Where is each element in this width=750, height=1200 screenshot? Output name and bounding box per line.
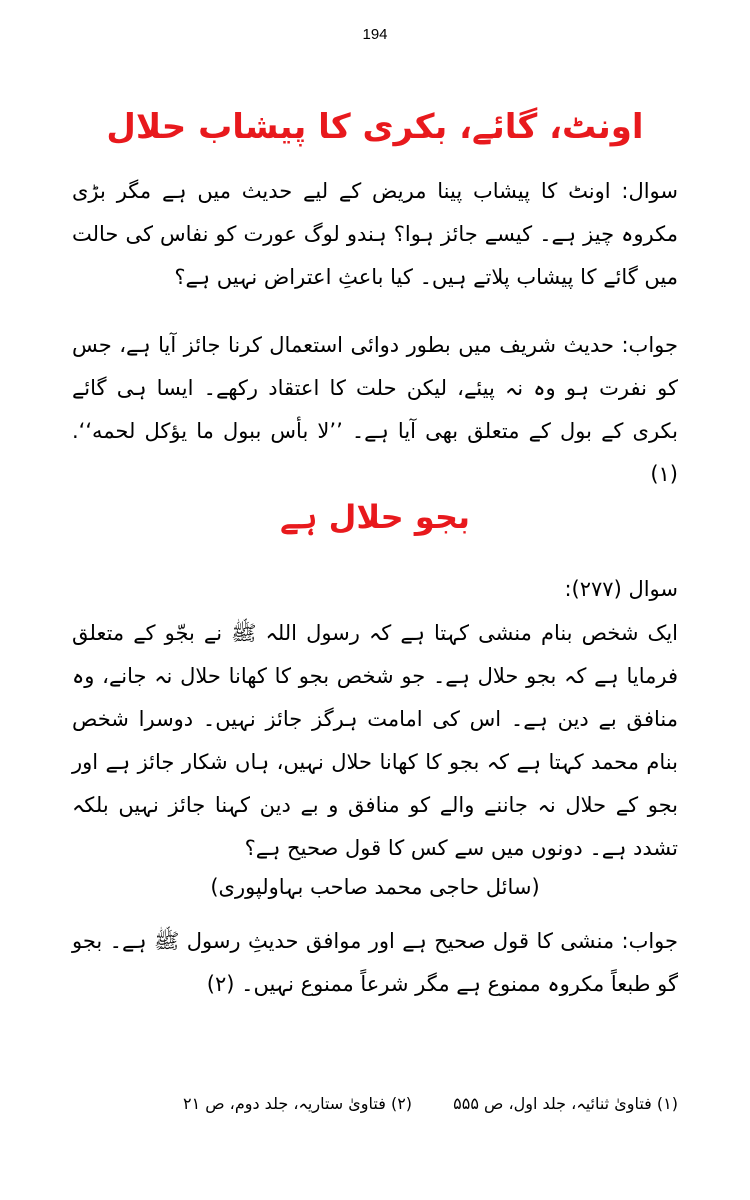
footnote-2: (۲) فتاویٰ ستاریہ، جلد دوم، ص ۲۱ (182, 1094, 413, 1113)
section-heading-camel-cow-goat: اونٹ، گائے، بکری کا پیشاب حلال (106, 107, 644, 147)
answer-paragraph-2: جواب: منشی کا قول صحیح ہے اور موافق حدیثِ رسول ﷺ ہے۔ بجو گو طبعاً مکروہ ممنوع ہے مگر شرعاً ممنوع نہیں۔ (۲) (72, 929, 678, 996)
answer-paragraph-1: جواب: حدیث شریف میں بطور دوائی استعمال کرنا جائز آیا ہے، جس کو نفرت ہو وہ نہ پیئے، لیکن حلت کا اعتقاد رکھے۔ ایسا ہی گائے بکری کے بول کے متعلق بھی آیا ہے۔ ’’لا بأس ببول ما يؤكل لحمه‘‘. (۱) (72, 333, 678, 486)
footnotes (72, 1094, 678, 1113)
question-paragraph-1: سوال: اونٹ کا پیشاب پینا مریض کے لیے حدیث میں ہے مگر بڑی مکروہ چیز ہے۔ کیسے جائز ہوا؟ ہندو لوگ عورت کو نفاس کی حالت میں گائے کا پیشاب پلاتے ہیں۔ کیا باعثِ اعتراض نہیں ہے؟ (72, 179, 678, 289)
page-number: 194 (362, 26, 388, 43)
asker-attribution: (سائل حاجی محمد صاحب بہاولپوری) (210, 875, 540, 899)
question-number-label: سوال (۲۷۷): (564, 577, 678, 601)
question-paragraph-2: ایک شخص بنام منشی کہتا ہے کہ رسول اللہ ﷺ نے بجّو کے متعلق فرمایا ہے کہ بجو حلال ہے۔ جو شخص بجو کا کھانا حلال نہ جانے، وہ منافق بے دین ہے۔ اس کی امامت ہرگز جائز نہیں۔ دوسرا شخص بنام محمد کہتا ہے کہ بجو کا کھانا حلال نہیں، ہاں شکار جائز ہے اور بجو کے حلال نہ جاننے والے کو منافق و بے دین کہنا جائز نہیں بلکہ تشدد ہے۔ دونوں میں سے کس کا قول صحیح ہے؟ (72, 621, 678, 860)
section-heading-hyena: بجو حلال ہے (279, 498, 471, 536)
footnote-1: (۱) فتاویٰ ثنائیہ، جلد اول، ص ۵۵۵ (453, 1094, 678, 1113)
